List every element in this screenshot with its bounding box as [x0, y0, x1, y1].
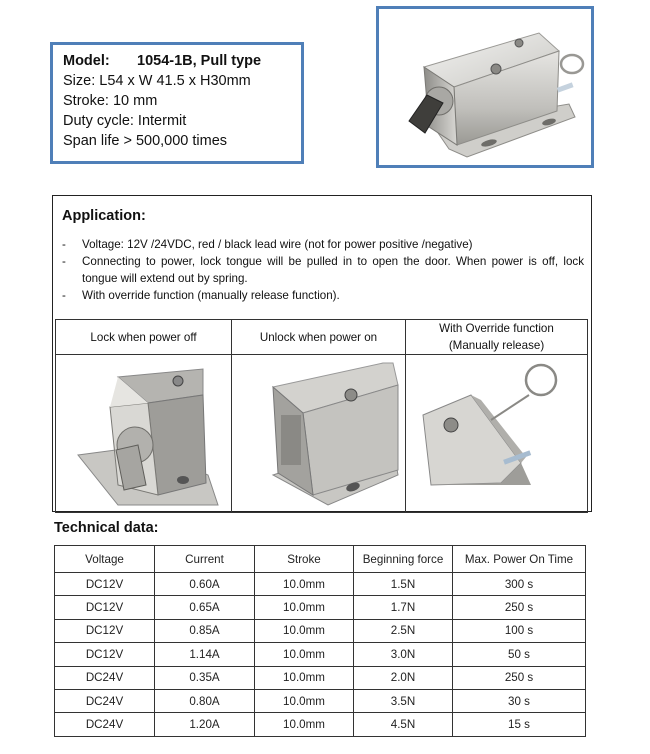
cell-stroke: 10.0mm	[255, 666, 354, 689]
cell-current: 0.60A	[155, 573, 255, 596]
mode-lock-label	[56, 320, 232, 355]
cell-beginning-force: 3.0N	[354, 643, 453, 666]
modes-header-row	[56, 320, 588, 355]
cell-max-power-on-time: 250 s	[453, 666, 586, 689]
solenoid-lock-photo	[379, 9, 591, 165]
mode-override-sublabel: (Manually release)	[448, 339, 545, 352]
cell-max-power-on-time: 100 s	[453, 619, 586, 642]
technical-data-title: Technical data:	[54, 520, 159, 536]
technical-data-row	[55, 619, 586, 642]
col-current: Current	[155, 546, 255, 573]
cell-current: 0.80A	[155, 689, 255, 712]
product-photo-frame	[376, 6, 594, 168]
cell-beginning-force: 1.7N	[354, 596, 453, 619]
application-list	[62, 236, 584, 304]
cell-voltage: DC12V	[55, 573, 155, 596]
lock-open-photo	[233, 355, 405, 507]
technical-data-body	[55, 573, 586, 737]
technical-data-row	[55, 713, 586, 736]
mode-unlock-label	[232, 320, 406, 355]
model-line	[63, 51, 291, 71]
technical-header-row	[55, 546, 586, 573]
cell-voltage: DC24V	[55, 713, 155, 736]
cell-beginning-force: 2.0N	[354, 666, 453, 689]
application-item-text: With override function (manually release function).	[82, 289, 340, 302]
lock-closed-photo	[58, 355, 230, 507]
col-max-power-on-time: Max. Power On Time	[453, 546, 586, 573]
unlock-power-on-image	[232, 355, 406, 513]
application-item	[62, 287, 584, 304]
technical-data-row	[55, 689, 586, 712]
cell-stroke: 10.0mm	[255, 713, 354, 736]
cell-max-power-on-time: 50 s	[453, 643, 586, 666]
col-voltage: Voltage	[55, 546, 155, 573]
cell-stroke: 10.0mm	[255, 596, 354, 619]
model-value: 1054-1B, Pull type	[137, 53, 262, 69]
span-life-spec: Span life > 500,000 times	[63, 133, 228, 149]
application-section	[52, 195, 592, 512]
bullet-dash: -	[62, 255, 66, 268]
cell-beginning-force: 1.5N	[354, 573, 453, 596]
cell-voltage: DC12V	[55, 596, 155, 619]
cell-max-power-on-time: 250 s	[453, 596, 586, 619]
application-item	[62, 236, 584, 253]
cell-voltage: DC24V	[55, 689, 155, 712]
technical-data-row	[55, 643, 586, 666]
cell-voltage: DC12V	[55, 643, 155, 666]
bullet-dash: -	[62, 238, 66, 251]
technical-data-row	[55, 596, 586, 619]
application-item-text: Voltage: 12V /24VDC, red / black lead wire (not for power positive /negative)	[82, 238, 473, 251]
technical-data-row	[55, 666, 586, 689]
application-item	[62, 253, 584, 287]
technical-data-row	[55, 573, 586, 596]
bullet-dash: -	[62, 289, 66, 302]
cell-stroke: 10.0mm	[255, 643, 354, 666]
operation-modes-table	[55, 319, 588, 513]
duty-cycle-spec: Duty cycle: Intermit	[63, 113, 187, 129]
cell-max-power-on-time: 30 s	[453, 689, 586, 712]
cell-current: 1.20A	[155, 713, 255, 736]
mode-unlock-label-text: Unlock when power on	[259, 330, 378, 344]
lock-power-off-image	[56, 355, 232, 513]
model-label: Model:	[63, 53, 110, 69]
cell-max-power-on-time: 15 s	[453, 713, 586, 736]
cell-beginning-force: 3.5N	[354, 689, 453, 712]
size-spec: Size: L54 x W 41.5 x H30mm	[63, 73, 251, 89]
cell-current: 0.85A	[155, 619, 255, 642]
cell-stroke: 10.0mm	[255, 619, 354, 642]
cell-beginning-force: 4.5N	[354, 713, 453, 736]
application-title: Application:	[62, 208, 146, 224]
cell-current: 0.65A	[155, 596, 255, 619]
mode-override-label-text: With Override function	[439, 322, 554, 335]
mode-lock-label-text: Lock when power off	[90, 330, 197, 344]
cell-max-power-on-time: 300 s	[453, 573, 586, 596]
col-beginning-force: Beginning force	[354, 546, 453, 573]
technical-data-table	[54, 545, 586, 737]
application-item-text: Connecting to power, lock tongue will be pulled in to open the door. When power is off, lock tongue will extend out by spring.	[82, 255, 584, 285]
cell-current: 1.14A	[155, 643, 255, 666]
stroke-spec: Stroke: 10 mm	[63, 93, 158, 109]
cell-beginning-force: 2.5N	[354, 619, 453, 642]
model-spec-box	[50, 42, 304, 164]
modes-image-row	[56, 355, 588, 513]
mode-override-label	[406, 320, 588, 355]
cell-voltage: DC12V	[55, 619, 155, 642]
cell-stroke: 10.0mm	[255, 689, 354, 712]
col-stroke: Stroke	[255, 546, 354, 573]
override-release-image	[406, 355, 588, 513]
cell-current: 0.35A	[155, 666, 255, 689]
manual-release-photo	[411, 355, 583, 507]
cell-stroke: 10.0mm	[255, 573, 354, 596]
cell-voltage: DC24V	[55, 666, 155, 689]
